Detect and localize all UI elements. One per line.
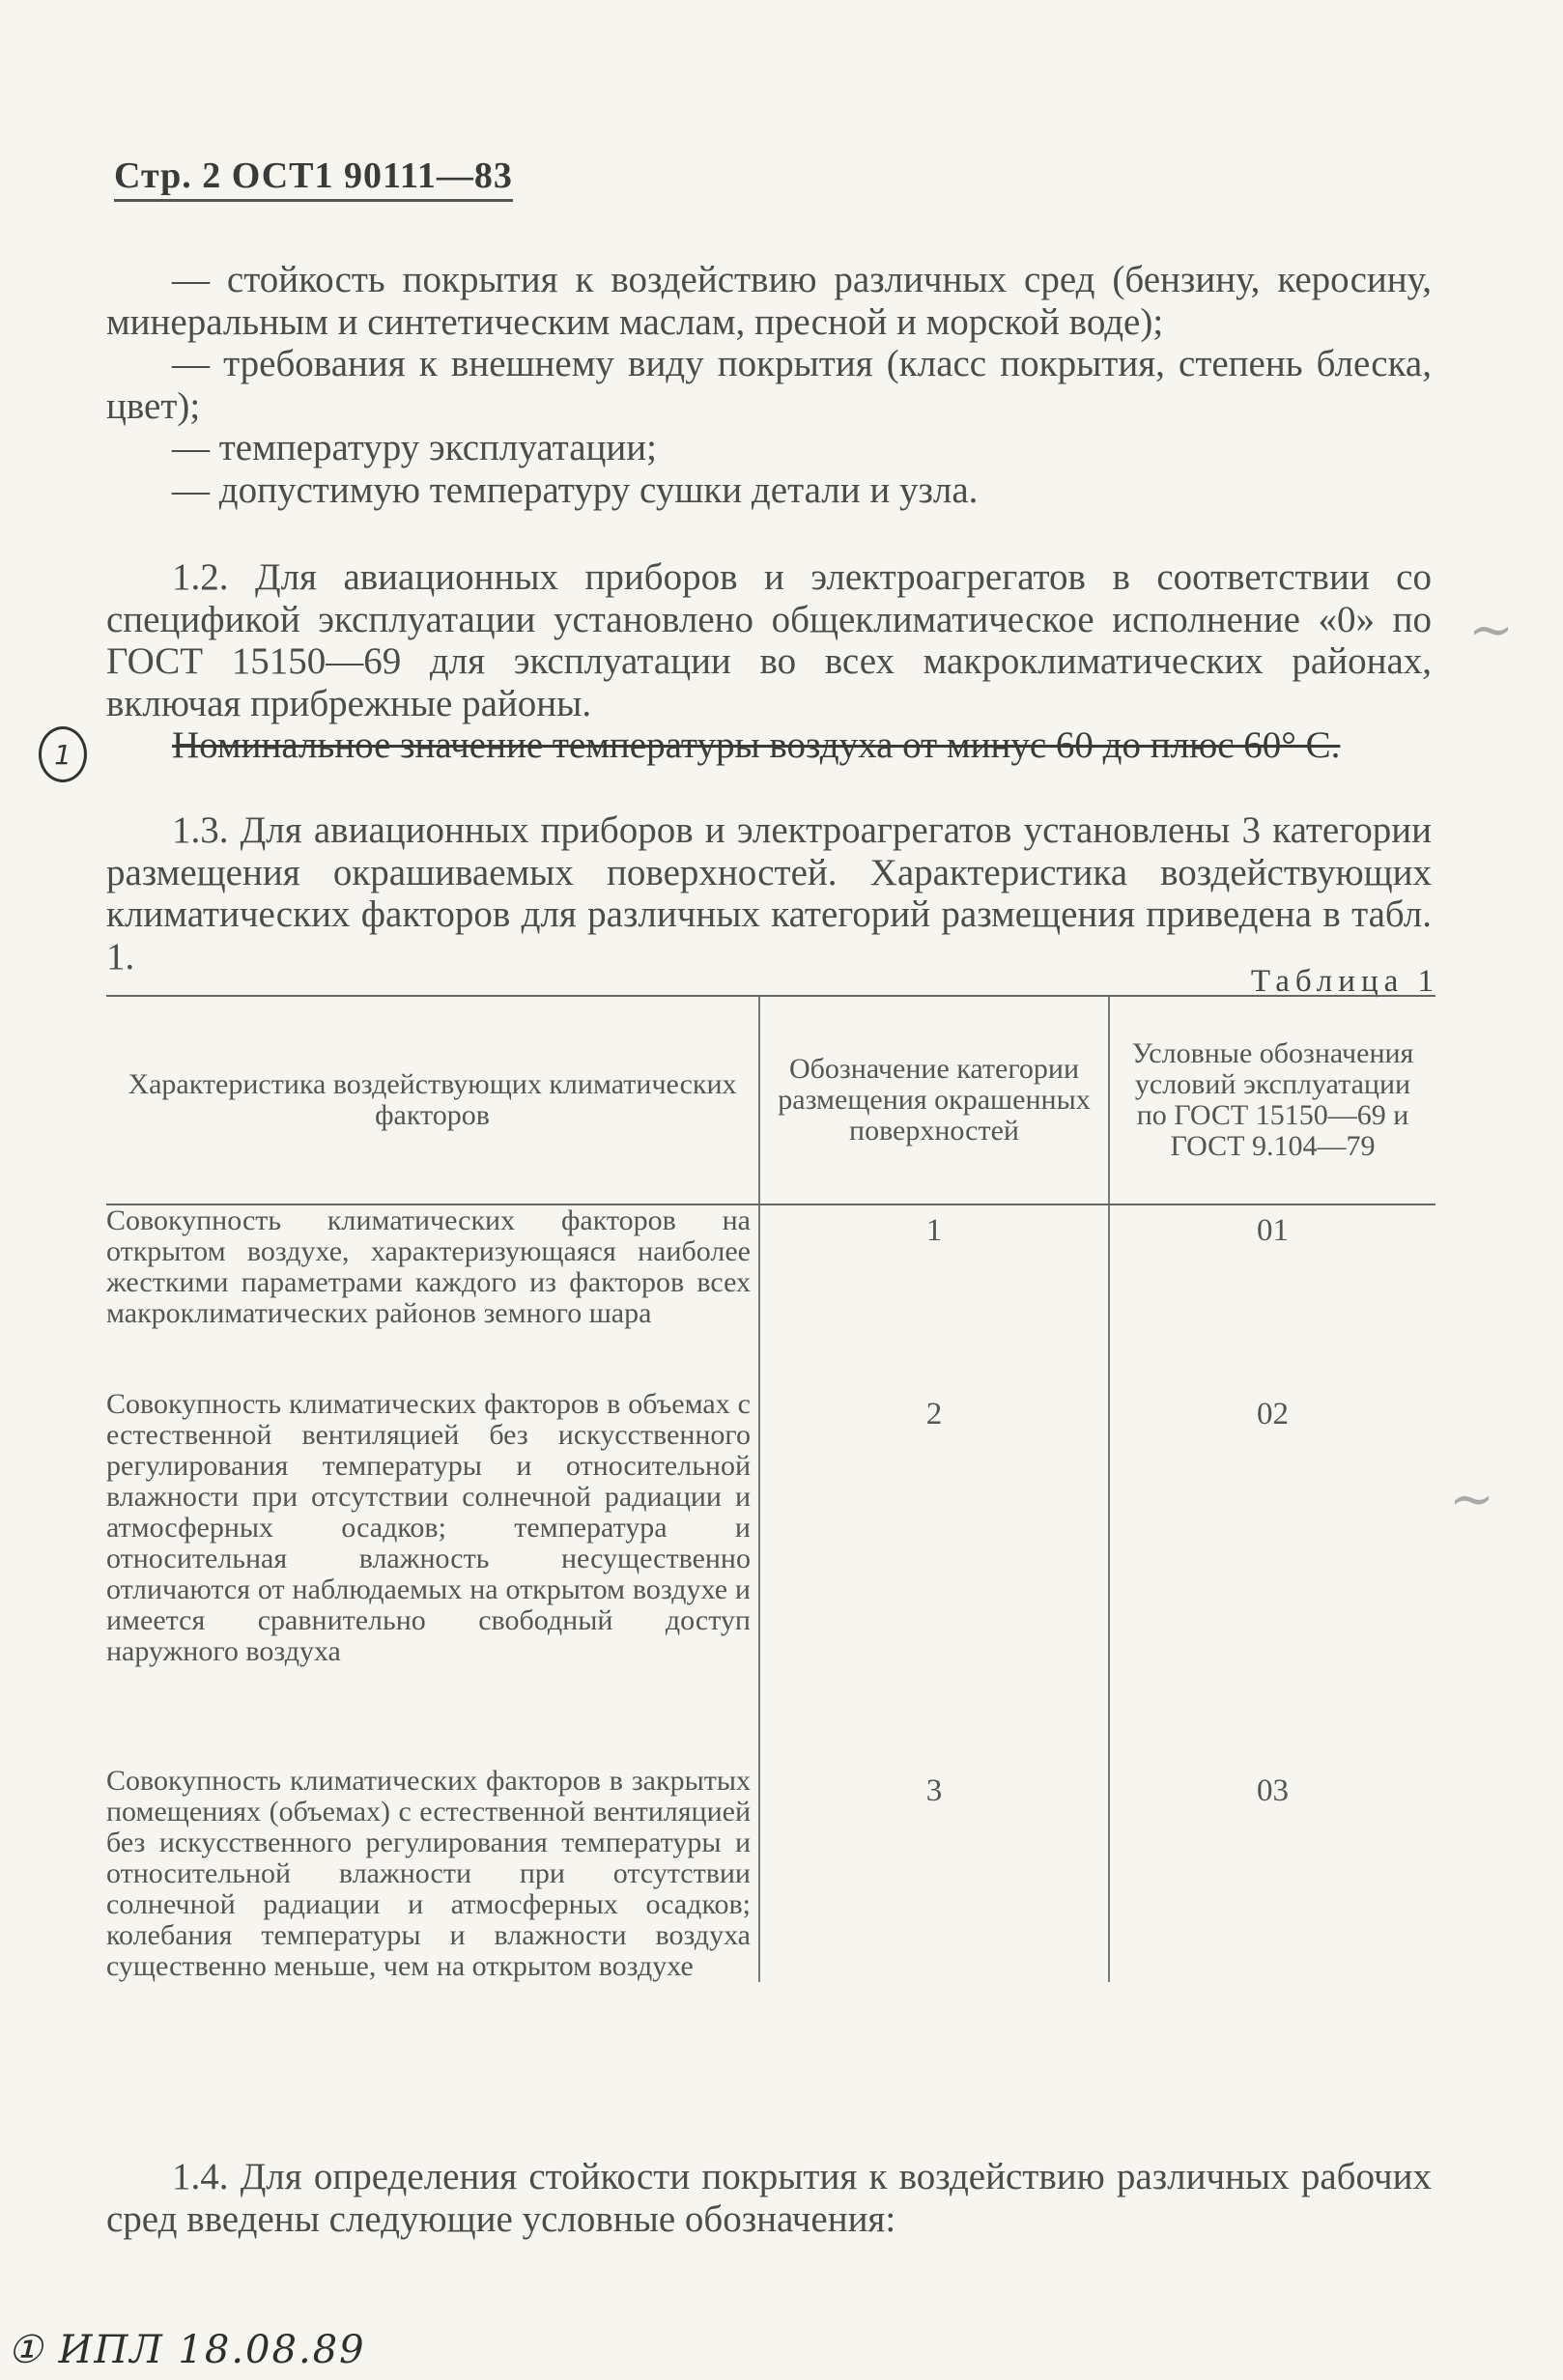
- paragraph-1-4: 1.4. Для определения стойкости покрытия к воздействию различных рабочих сред введены следующие условные обозначения:: [106, 2156, 1432, 2240]
- climate-factors-table: [106, 995, 1435, 1982]
- table-row: [106, 1204, 1435, 1389]
- header-category: Обозначение категории размещения окрашенных поверхностей: [759, 996, 1109, 1204]
- section-1-2: [106, 556, 1432, 767]
- factor-description: Совокупность климатических факторов в закрытых помещениях (объемах) с естественной вентиляцией без искусственного регулирования температуры и относительной влажности при отсутствии солнечной радиации и атмосферных осадков; колебания температуры и влажности воздуха существенно меньше, чем на открытом воздухе: [106, 1765, 751, 1982]
- list-item: — температуру эксплуатации;: [172, 427, 657, 468]
- paragraph-1-2: 1.2. Для авиационных приборов и электроагрегатов в соответствии со спецификой эксплуатации установлено общеклиматическое исполнение «0» по ГОСТ 15150—69 для эксплуатации во всех макроклиматических районах, включая прибрежные районы.: [106, 556, 1432, 724]
- category-value: 2: [759, 1389, 1109, 1766]
- category-value: 3: [759, 1766, 1109, 1982]
- handwritten-signature: ① ИПЛ 18.08.89: [8, 2328, 366, 2372]
- list-item: — требования к внешнему виду покрытия (класс покрытия, степень блеска, цвет);: [106, 343, 1432, 427]
- category-value: 1: [759, 1204, 1109, 1389]
- margin-scribble: ~: [1468, 599, 1514, 662]
- header-characteristic: Характеристика воздействующих климатических факторов: [106, 996, 759, 1204]
- condition-code: 03: [1109, 1766, 1435, 1982]
- factor-description: Совокупность климатических факторов на открытом воздухе, характеризующаяся наиболее жесткими параметрами каждого из факторов всех макроклиматических районов земного шара: [106, 1204, 751, 1329]
- table-row: [106, 1766, 1435, 1982]
- condition-code: 02: [1109, 1389, 1435, 1766]
- requirements-list: [106, 259, 1432, 511]
- list-item: — стойкость покрытия к воздействию различных сред (бензину, керосину, минеральным и синтетическим маслам, пресной и морской воде);: [106, 259, 1432, 343]
- condition-code: 01: [1109, 1204, 1435, 1389]
- header-conditions: Условные обозначения условий эксплуатации по ГОСТ 15150—69 и ГОСТ 9.104—79: [1109, 996, 1435, 1204]
- struck-through-text: Номинальное значение температуры воздуха от минус 60 до плюс 60° С.: [172, 724, 1341, 766]
- section-1-3: [106, 809, 1432, 978]
- section-1-4: [106, 2156, 1432, 2240]
- factor-description: Совокупность климатических факторов в объемах с естественной вентиляцией без искусственного регулирования температуры и относительной влажности при отсутствии солнечной радиации и атмосферных осадков; температура и относительная влажность несущественно отличаются от наблюдаемых на открытом воздухе и имеется сравнительно свободный доступ наружного воздуха: [106, 1388, 751, 1667]
- table-row: [106, 1389, 1435, 1766]
- page-header: Стр. 2 ОСТ1 90111—83: [114, 155, 513, 202]
- list-item: — допустимую температуру сушки детали и узла.: [172, 468, 979, 511]
- paragraph-1-3: 1.3. Для авиационных приборов и электроагрегатов установлены 3 категории размещения окрашиваемых поверхностей. Характеристика воздействующих климатических факторов для различных категорий размещения приведена в табл. 1.: [106, 809, 1432, 978]
- table-caption: Таблица 1: [1250, 964, 1439, 999]
- table-header-row: [106, 996, 1435, 1204]
- margin-scribble: ~: [1449, 1468, 1494, 1531]
- handwritten-circle-mark: 1: [39, 726, 87, 782]
